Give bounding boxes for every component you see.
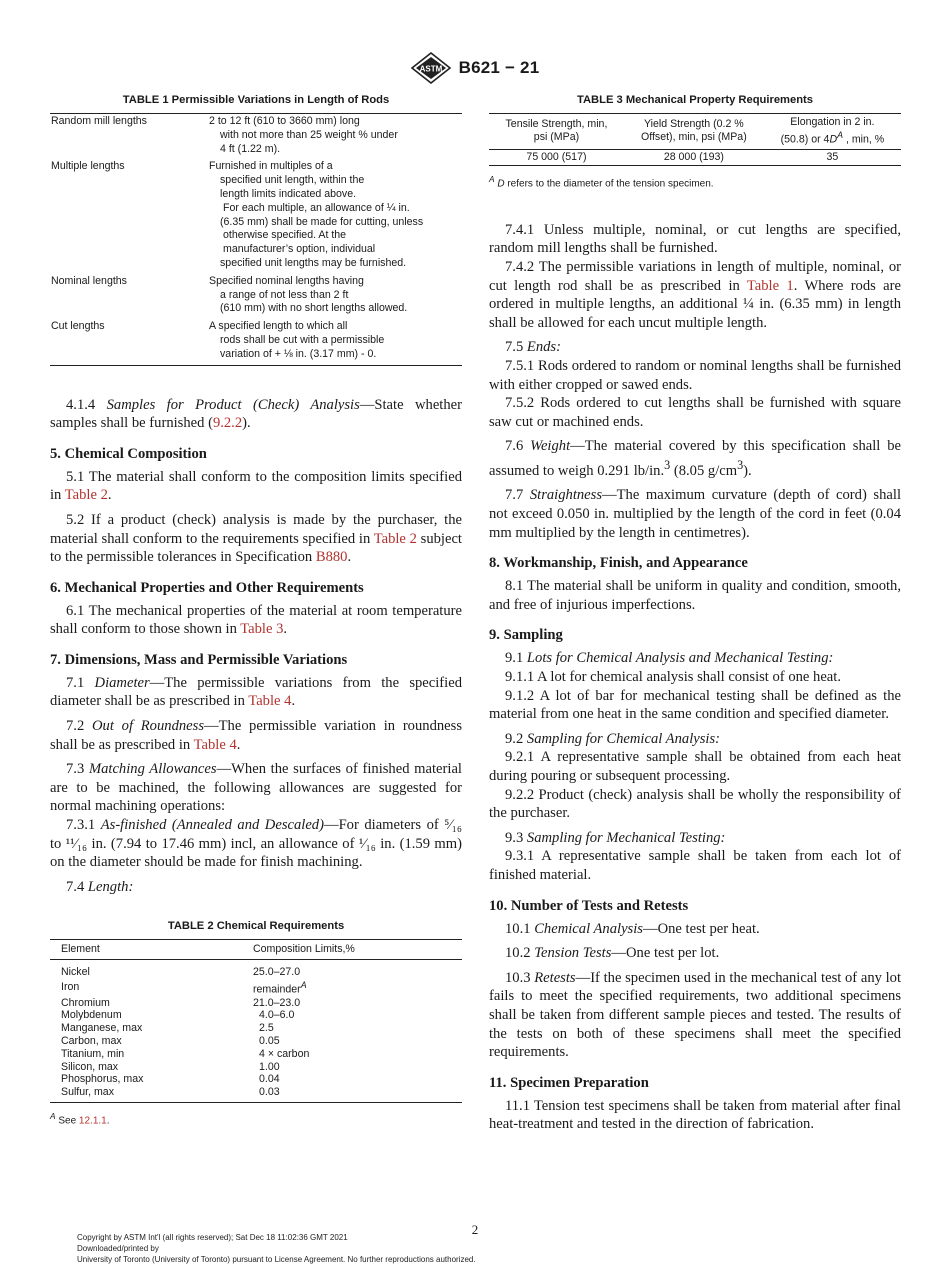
table-row: 75 000 (517) 28 000 (193) 35 — [526, 150, 839, 163]
para-7-3: 7.3 Matching Allowances—When the surfaces of finished material are to be machined, the following allowances are suggested for normal machining operations: — [50, 761, 462, 815]
para-7-5-1: 7.5.1 Rods ordered to random or nominal lengths shall be furnished with either cropped or sawed ends. — [489, 358, 901, 393]
para-9-2-2: 9.2.2 Product (check) analysis shall be wholly the responsibility of the purchaser. — [489, 786, 901, 822]
table2-caption: TABLE 2 Chemical Requirements — [167, 920, 345, 933]
para-6-1: 6.1 The mechanical properties of the material at room temperature shall conform to those shown in Table 3. — [50, 602, 462, 638]
table2 — [50, 939, 462, 1103]
para-11-1: 11.1 Tension test specimens shall be taken from material after final heat-treatment and tested in the direction of fabrication. — [489, 1097, 901, 1133]
link-table-2[interactable]: Table 2 — [64, 487, 108, 504]
para-9-2: 9.2 Sampling for Chemical Analysis: — [505, 730, 720, 747]
section-6-heading: 6. Mechanical Properties and Other Requirements — [50, 579, 364, 596]
link-12-1-1[interactable]: 12.1.1 — [78, 1115, 107, 1127]
para-7-2: 7.2 Out of Roundness—The permissible variation in roundness shall be as prescribed in Table 4. — [50, 718, 463, 753]
table-row: Nominal lengths Specified nominal lengths having a range of not less than 2 ft (610 mm) with no short lengths allowed. — [51, 274, 408, 315]
link-table-3[interactable]: Table 3 — [240, 621, 284, 638]
para-7-1: 7.1 Diameter—The permissible variations from the specified diameter shall be as prescribed in Table 4. — [50, 674, 462, 710]
table-row: Carbon, max 0.05 — [61, 1034, 280, 1047]
left-column — [50, 92, 462, 1126]
para-7-6: 7.6 Weight—The material covered by this specification shall be assumed to weigh 0.291 lb/in.$^3$ (8.05 $g/cm^3$). — [489, 438, 902, 479]
table2-footnote: $^A$ See 12.1.1. — [50, 1110, 110, 1127]
page-number: 2 — [471, 1222, 479, 1237]
para-5-2: 5.2 If a product (check) analysis is made by the purchaser, the material shall conform to the requirements specified in Table 2 subject to the permissible tolerances in Specification B880. — [50, 511, 462, 566]
table-row: Multiple lengths Furnished in multiples of a specified unit length, within the length limits indicated above. For each multiple, an allowance of ¼ in. (6.35 mm) shall be made for cutting, unless otherwise specified. At the manufacturer’s option, individual specified unit lengths may be furnished. — [51, 160, 424, 269]
para-9-1-2: 9.1.2 A lot of bar for mechanical testing shall be defined as the material from one heat in the same condition and specified diameter. — [489, 687, 901, 723]
para-10-3: 10.3 Retests—If the specimen used in the mechanical test of any lot fails to meet the specified requirements, two additional specimens shall be taken from different sample pieces and tested. The results of the tests on both of these specimens shall meet the specified requirements. — [489, 969, 902, 1061]
para-7-7: 7.7 Straightness—The maximum curvature (depth of cord) shall not exceed 0.050 in. multiplied by the length of the cord in feet (0.04 mm multiplied by the length in centimetres). — [489, 487, 901, 541]
table-row: Chromium 21.0–23.0 — [61, 996, 301, 1009]
para-7-3-1: 7.3.1 As-finished (Annealed and Descaled)—For diameters of ⁵⁄₁₆ to ¹¹⁄₁₆ in. (7.94 to 17.46 mm) incl, an allowance of ¹⁄₁₆ in. (1.59 mm) on the diameter should be made for finish machining. — [50, 817, 462, 871]
link-table-4[interactable]: Table 4 — [248, 693, 292, 710]
para-7-4: 7.4 Length: — [66, 878, 134, 895]
standard-designation: B621 − 21 — [458, 58, 540, 77]
para-7-4-1: 7.4.1 Unless multiple, nominal, or cut lengths are specified, random mill lengths shall be furnished. — [489, 221, 901, 257]
para-9-3-1: 9.3.1 A representative sample shall be taken from each lot of finished material. — [489, 848, 901, 883]
table1-caption: TABLE 1 Permissible Variations in Length of Rods — [122, 94, 390, 106]
table3 — [489, 113, 901, 166]
link-table-1[interactable]: Table 1 — [746, 277, 794, 294]
table3-footnote: $^A$ D refers to the diameter of the tension specimen. — [489, 173, 714, 189]
table-row: Random mill lengths 2 to 12 ft (610 to 3660 mm) long with not more than 25 weight % under 4 ft (1.22 m). — [51, 115, 398, 155]
table2-col-limits: Composition Limits,% — [253, 940, 462, 960]
link-table-4[interactable]: Table 4 — [193, 736, 237, 753]
section-9-heading: 9. Sampling — [489, 627, 563, 644]
table-row: Iron remainder$^A$ — [61, 980, 307, 996]
right-column — [489, 92, 901, 1134]
page-header — [0, 52, 950, 86]
para-10-2: 10.2 Tension Tests—One test per lot. — [505, 945, 720, 962]
table1 — [50, 113, 462, 366]
para-8-1: 8.1 The material shall be uniform in quality and condition, smooth, and free of injurious imperfections. — [489, 578, 901, 613]
table3-caption: TABLE 3 Mechanical Property Requirements — [576, 94, 814, 106]
link-b880[interactable]: B880 — [315, 549, 348, 566]
section-7-heading: 7. Dimensions, Mass and Permissible Variations — [50, 651, 348, 668]
link-table-2[interactable]: Table 2 — [373, 530, 417, 547]
table-row: Phosphorus, max 0.04 — [61, 1073, 280, 1086]
para-7-5-2: 7.5.2 Rods ordered to cut lengths shall be furnished with square saw cut or machined ends. — [489, 395, 901, 430]
table-row: Manganese, max 2.5 — [61, 1022, 274, 1035]
para-9-2-1: 9.2.1 A representative sample shall be obtained from each heat during pouring or subsequent processing. — [489, 749, 901, 784]
para-5-1: 5.1 The material shall conform to the composition limits specified in Table 2. — [50, 468, 462, 504]
para-9-1-1: 9.1.1 A lot for chemical analysis shall consist of one heat. — [505, 669, 841, 685]
para-4-1-4: 4.1.4 Samples for Product (Check) Analysis—State whether samples shall be furnished (9.2.2). — [50, 396, 462, 432]
section-8-heading: 8. Workmanship, Finish, and Appearance — [489, 555, 748, 572]
section-5-heading: 5. Chemical Composition — [50, 445, 207, 462]
para-9-1: 9.1 Lots for Chemical Analysis and Mechanical Testing: — [505, 650, 834, 667]
table-row: Sulfur, max 0.03 — [61, 1086, 280, 1099]
table2-col-element: Element — [50, 940, 253, 960]
table3-col-elongation: Elongation in 2 in. (50.8) or $4D^A$ , min, % — [764, 114, 901, 150]
link-9-2-2[interactable]: 9.2.2 — [212, 415, 243, 432]
section-10-heading: 10. Number of Tests and Retests — [489, 897, 689, 914]
para-9-3: 9.3 Sampling for Mechanical Testing: — [505, 829, 726, 846]
para-10-1: 10.1 Chemical Analysis—One test per heat. — [505, 920, 760, 937]
table-row: Nickel 25.0–27.0 — [61, 966, 301, 979]
table-row: Cut lengths A specified length to which all rods shall be cut with a permissible variation of + ⅛ in. (3.17 mm) - 0. — [51, 320, 385, 360]
table-row: Molybdenum 4.0–6.0 — [61, 1009, 295, 1022]
svg-text:ASTM: ASTM — [419, 64, 442, 74]
para-7-5: 7.5 Ends: — [505, 339, 561, 356]
table-row: Titanium, min 4 × carbon — [61, 1047, 310, 1060]
table3-col-yield: Yield Strength (0.2 % Offset), min, psi (MPa) — [624, 114, 764, 150]
astm-logo-icon — [411, 52, 451, 84]
table-row: Silicon, max 1.00 — [61, 1060, 280, 1073]
table3-col-tensile: Tensile Strength, min, psi (MPa) — [489, 114, 624, 150]
section-11-heading: 11. Specimen Preparation — [489, 1074, 649, 1091]
copyright-footer: Copyright by ASTM Int'l (all rights reserved); Sat Dec 18 11:02:36 GMT 2021 Downloaded/printed by University of Toronto (University of Toronto) pursuant to License Agreement. No further reproductions authorized. — [77, 1233, 476, 1264]
para-7-4-2: 7.4.2 The permissible variations in length of multiple, nominal, or cut length rod shall be as prescribed in Table 1. Where rods are ordered in multiple lengths, an additional ¼ in. (6.35 mm) in length shall be allowed for each uncut multiple length. — [489, 259, 901, 331]
